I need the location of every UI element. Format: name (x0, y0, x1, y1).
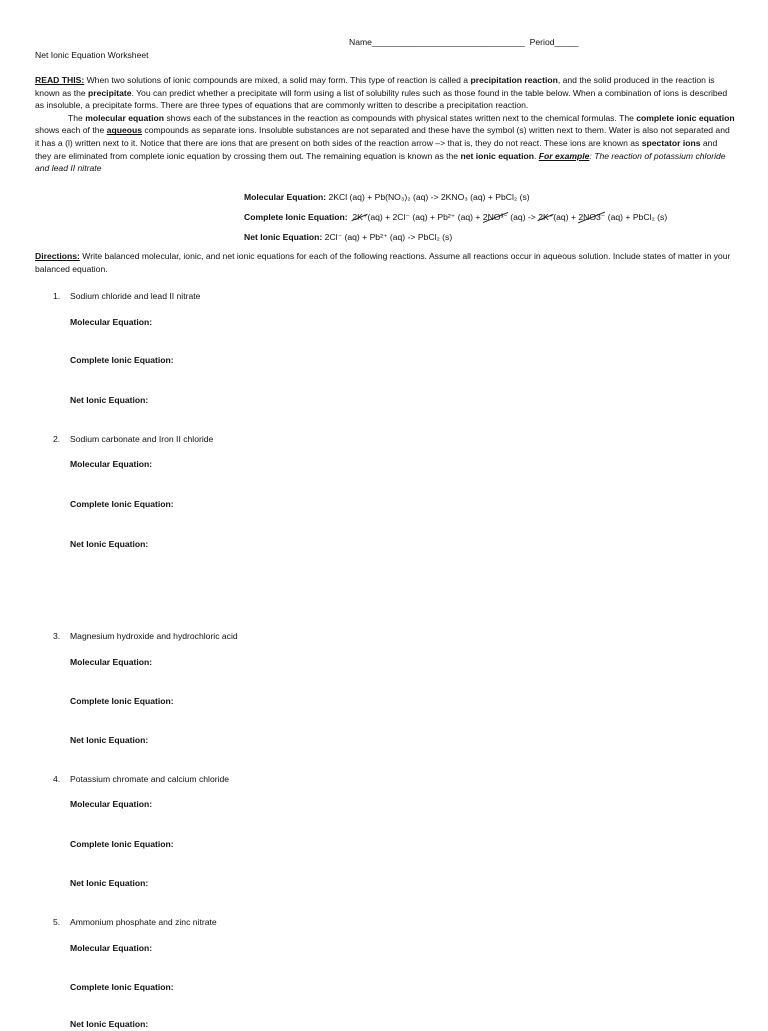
read-this-paragraph (35, 74, 735, 112)
read-this-text: , and the solid produced in the reaction is known as the (35, 75, 715, 98)
net-ionic-equation-label: Net Ionic Equation: (70, 395, 149, 405)
name-blank: ________________________________ (371, 37, 525, 47)
name-label: Name (349, 37, 372, 47)
crossed-spectator-ion: 2K⁺ (352, 212, 368, 222)
complete-ionic-equation-label: Complete Ionic Equation: (70, 839, 174, 849)
equations-paragraph (35, 112, 735, 175)
net-ionic-equation-label: Net Ionic Equation: (70, 878, 149, 888)
example-net-eq: 2Cl⁻ (aq) + Pb²⁺ (aq) -> PbCl₂ (s) (322, 232, 453, 242)
question-number: 1. (53, 291, 61, 301)
complete-ionic-equation-label: Complete Ionic Equation: (70, 982, 174, 992)
crossed-spectator-ion: 2K⁺ (538, 212, 554, 222)
directions (35, 250, 735, 275)
example-net-label: Net Ionic Equation: (244, 232, 323, 242)
para-text: shows each of the substances in the reaction as compounds with physical states written next to the chemical formulas. The (164, 112, 637, 123)
example-comp-label: Complete Ionic Equation: (244, 212, 348, 222)
question-number: 5. (53, 917, 61, 927)
example-comp-eq-part: (aq) -> (507, 212, 539, 222)
molecular-equation-label: Molecular Equation: (70, 317, 153, 327)
molecular-equation-label: Molecular Equation: (70, 459, 153, 469)
term-net-ionic-equation: net ionic equation (460, 150, 534, 161)
para-text: . (534, 150, 539, 161)
para-text: compounds as separate ions. Insoluble substances are not separated and these have the symbol (s) written next to them. Water is also not separated and it has a (l) written next to it. Notice that there are ions that are present on both sides of the reaction arrow –> that is, they do not react. These ions are known as (35, 125, 730, 148)
example-description: : The reaction of potassium chloride and lead II nitrate (35, 150, 726, 174)
question-4 (53, 773, 229, 786)
term-precipitate: precipitate (88, 87, 132, 98)
molecular-equation-label: Molecular Equation: (70, 657, 153, 667)
para-text: The (68, 112, 86, 123)
example-comp-eq-part: (aq) + 2Cl⁻ (aq) + Pb²⁺ (aq) + (367, 212, 483, 222)
question-number: 4. (53, 774, 61, 784)
directions-label: Directions: (35, 251, 80, 261)
example-mol-eq: 2KCl (aq) + Pb(NO₃)₂ (aq) -> 2KNO₃ (aq) + PbCl₂ (s) (326, 192, 530, 202)
example-complete-ionic-equation (244, 211, 667, 224)
crossed-spectator-ion: 2NO3⁻ (578, 212, 606, 222)
term-aqueous: aqueous (106, 125, 143, 136)
read-this-text: . You can predict whether a precipitate will form using a list of solubility rules such as those found in the table below. When a combination of ions is described as insoluble, a precipitate forms. There are three types of equations that are commonly written to describe a precipitation reaction. (35, 87, 728, 111)
question-text: Ammonium phosphate and zinc nitrate (70, 917, 217, 927)
net-ionic-equation-label: Net Ionic Equation: (70, 539, 149, 549)
student-header (349, 36, 578, 49)
for-example-label: For example (538, 150, 590, 161)
example-mol-label: Molecular Equation: (244, 192, 327, 202)
read-this-text: When two solutions of ionic compounds are mixed, a solid may form. This type of reaction is called a (84, 75, 471, 85)
question-text: Potassium chromate and calcium chloride (70, 774, 230, 784)
read-this-label: READ THIS: (35, 75, 85, 85)
example-net-ionic-equation (244, 231, 452, 244)
term-molecular-equation: molecular equation (85, 112, 164, 123)
term-precipitation-reaction: precipitation reaction (470, 75, 558, 85)
para-text: and they are eliminated from complete ionic equation by crossing them out. The remaining equation is known as the (35, 137, 718, 161)
period-blank: _____ (554, 37, 579, 47)
question-3 (53, 630, 238, 643)
example-molecular-equation (244, 191, 530, 204)
para-text: shows each of the (35, 125, 107, 136)
question-number: 2. (53, 434, 61, 444)
crossed-spectator-ion: 2NO³⁻ (482, 212, 508, 222)
question-5 (53, 916, 217, 929)
term-spectator-ions: spectator ions (641, 137, 701, 148)
question-number: 3. (53, 631, 61, 641)
net-ionic-equation-label: Net Ionic Equation: (70, 735, 149, 745)
complete-ionic-equation-label: Complete Ionic Equation: (70, 499, 174, 509)
example-comp-eq-part: (aq) + (553, 212, 579, 222)
period-label: Period (529, 37, 555, 47)
question-2 (53, 433, 213, 446)
net-ionic-equation-label: Net Ionic Equation: (70, 1019, 149, 1029)
term-complete-ionic-equation: complete ionic equation (636, 112, 735, 123)
molecular-equation-label: Molecular Equation: (70, 799, 153, 809)
question-text: Magnesium hydroxide and hydrochloric acid (70, 631, 238, 641)
worksheet-title: Net Ionic Equation Worksheet (35, 50, 149, 60)
complete-ionic-equation-label: Complete Ionic Equation: (70, 355, 174, 365)
question-1 (53, 290, 200, 303)
question-text: Sodium carbonate and Iron II chloride (70, 434, 214, 444)
example-comp-eq-part: (aq) + PbCl₂ (s) (605, 212, 668, 222)
molecular-equation-label: Molecular Equation: (70, 943, 153, 953)
complete-ionic-equation-label: Complete Ionic Equation: (70, 696, 174, 706)
directions-text: Write balanced molecular, ionic, and net ionic equations for each of the following reactions. Assume all reactions occur in aqueous solution. Include states of matter in your balanced equation. (35, 251, 731, 274)
question-text: Sodium chloride and lead II nitrate (70, 291, 201, 301)
intro-text (35, 74, 735, 175)
